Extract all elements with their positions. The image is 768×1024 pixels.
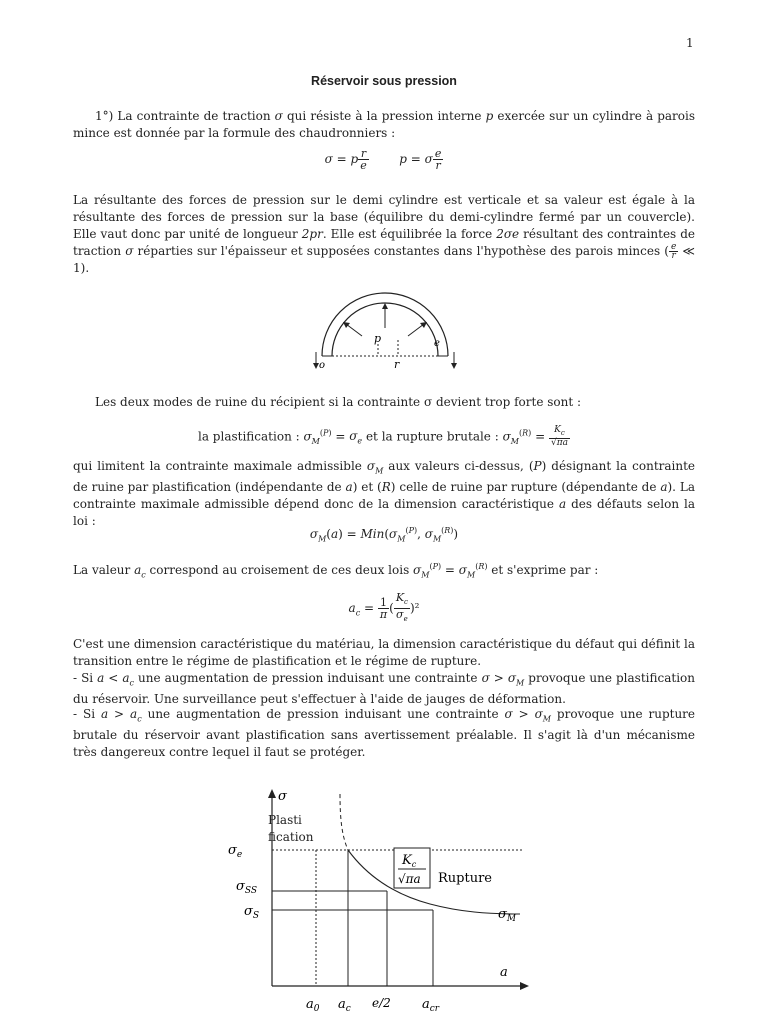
page-number: 1 (686, 36, 694, 50)
box-numerator: K (402, 853, 412, 868)
svg-text:σM: $\sigma_M$ (498, 907, 517, 924)
equation-chaudronniers: σ = p $\frac{r}{e}$ p = σ $\frac{e}{r}$ (324, 147, 442, 172)
sigma-ss-label: σ (236, 879, 245, 894)
box-denominator: √πa (398, 872, 421, 886)
equation-min: $\sigma_M(a) = Min(\sigma_M^{(P)}$, $\sigma_M^{(R)}$) (309, 526, 459, 544)
svg-text:ac: $a_c$ (338, 997, 351, 1014)
paragraph-2: La résultante des forces de pression sur le demi cylindre est verticale et sa valeur est égale à la résultante des forces de pression sur la base (équilibre du demi-cylindre fermé par un couvercle). Elle vaut donc par unité de longueur 2pr. Elle est équilibrée la force 2σe résultant des contraintes de traction σ réparties sur l'épaisseur et supposées constantes dans l'hypothèse des parois minces ( $\frac{e}{r}$ ≪ 1). (73, 193, 696, 275)
page-title: Réservoir sous pression (311, 74, 457, 88)
r-label: r (394, 358, 400, 371)
paragraph-5: La valeur $a_c$ correspond au croisement de ces deux lois $\sigma_M^{(P)} = \sigma_M^{(R)}$ et s'exprime par : (73, 562, 599, 580)
half-cylinder-diagram (310, 290, 460, 370)
ac-label: a (338, 997, 346, 1012)
equation-ac: $a_c$ = $\frac{1}{\pi}$ ( $\frac{K_c}{\sigma_e}$ )² (348, 591, 420, 624)
rupture-label: Rupture (438, 871, 492, 886)
svg-text:a0: $a_0$ (306, 997, 320, 1014)
e-label: e (434, 338, 440, 349)
e-half-label: e/2 (372, 996, 391, 1010)
sigma-s-label: σ (244, 904, 253, 919)
paragraph-8: - Si $a > a_c$ une augmentation de pression induisant une contrainte $\sigma > \sigma_M$ provoque une rupture brutale du réservoir avant plastification sans avertissement préalable. Il s'agit là d'un mécanisme très dangereux contre lequel il faut se protéger. (73, 707, 696, 760)
a0-label: a (306, 997, 314, 1012)
plastification-label: Plasti fication (268, 813, 314, 844)
paragraph-6: C'est une dimension caractéristique du matériau, la dimension caractéristique du défaut qui définit la transition entre le régime de plastification et le régime de rupture. (73, 637, 695, 668)
acr-label: a (422, 997, 430, 1012)
p-label: p (374, 332, 382, 345)
sigma-e-label: σ (228, 843, 237, 858)
x-axis-label: a (500, 965, 508, 980)
paragraph-1: 1°) La contrainte de traction σ qui résiste à la pression interne p exercée sur un cylindre à parois mince est donnée par la formule des chaudronniers : (73, 109, 696, 140)
paragraph-3: Les deux modes de ruine du récipient si la contrainte σ devient trop forte sont : (95, 395, 582, 409)
paragraph-7: - Si $a < a_c$ une augmentation de pression induisant une contrainte $\sigma > \sigma_M$ provoque une plastification du réservoir. Une surveillance peut s'effectuer à l'aide de jauges de déformation. (73, 671, 695, 707)
sigma-m-label: σ (498, 907, 507, 922)
equation-ruine-modes: la plastification : $\sigma_M^{(P)} = \sigma_e$ et la rupture brutale : $\sigma_M^{(R)}$ = $\frac{K_c}{√\pi a}$ (198, 425, 568, 448)
y-axis-label: σ (278, 789, 287, 804)
svg-text:σS: $\sigma_S$ (244, 904, 260, 921)
svg-text:Kc: $K_c$ (402, 853, 417, 869)
svg-text:σSS: $\sigma_{SS}$ (236, 879, 258, 896)
svg-text:σe: $\sigma_e$ (228, 843, 243, 860)
paragraph-4: qui limitent la contrainte maximale admissible $\sigma_M$ aux valeurs ci-dessus, (P) désignant la contrainte de ruine par plastification (indépendante de a) et (R) celle de ruine par rupture (dépendante de a). La contrainte maximale admissible dépend donc de la dimension caractéristique a des défauts selon la loi : (73, 459, 696, 529)
o-label: o (319, 360, 326, 371)
svg-text:acr: $a_{cr}$ (422, 997, 440, 1014)
